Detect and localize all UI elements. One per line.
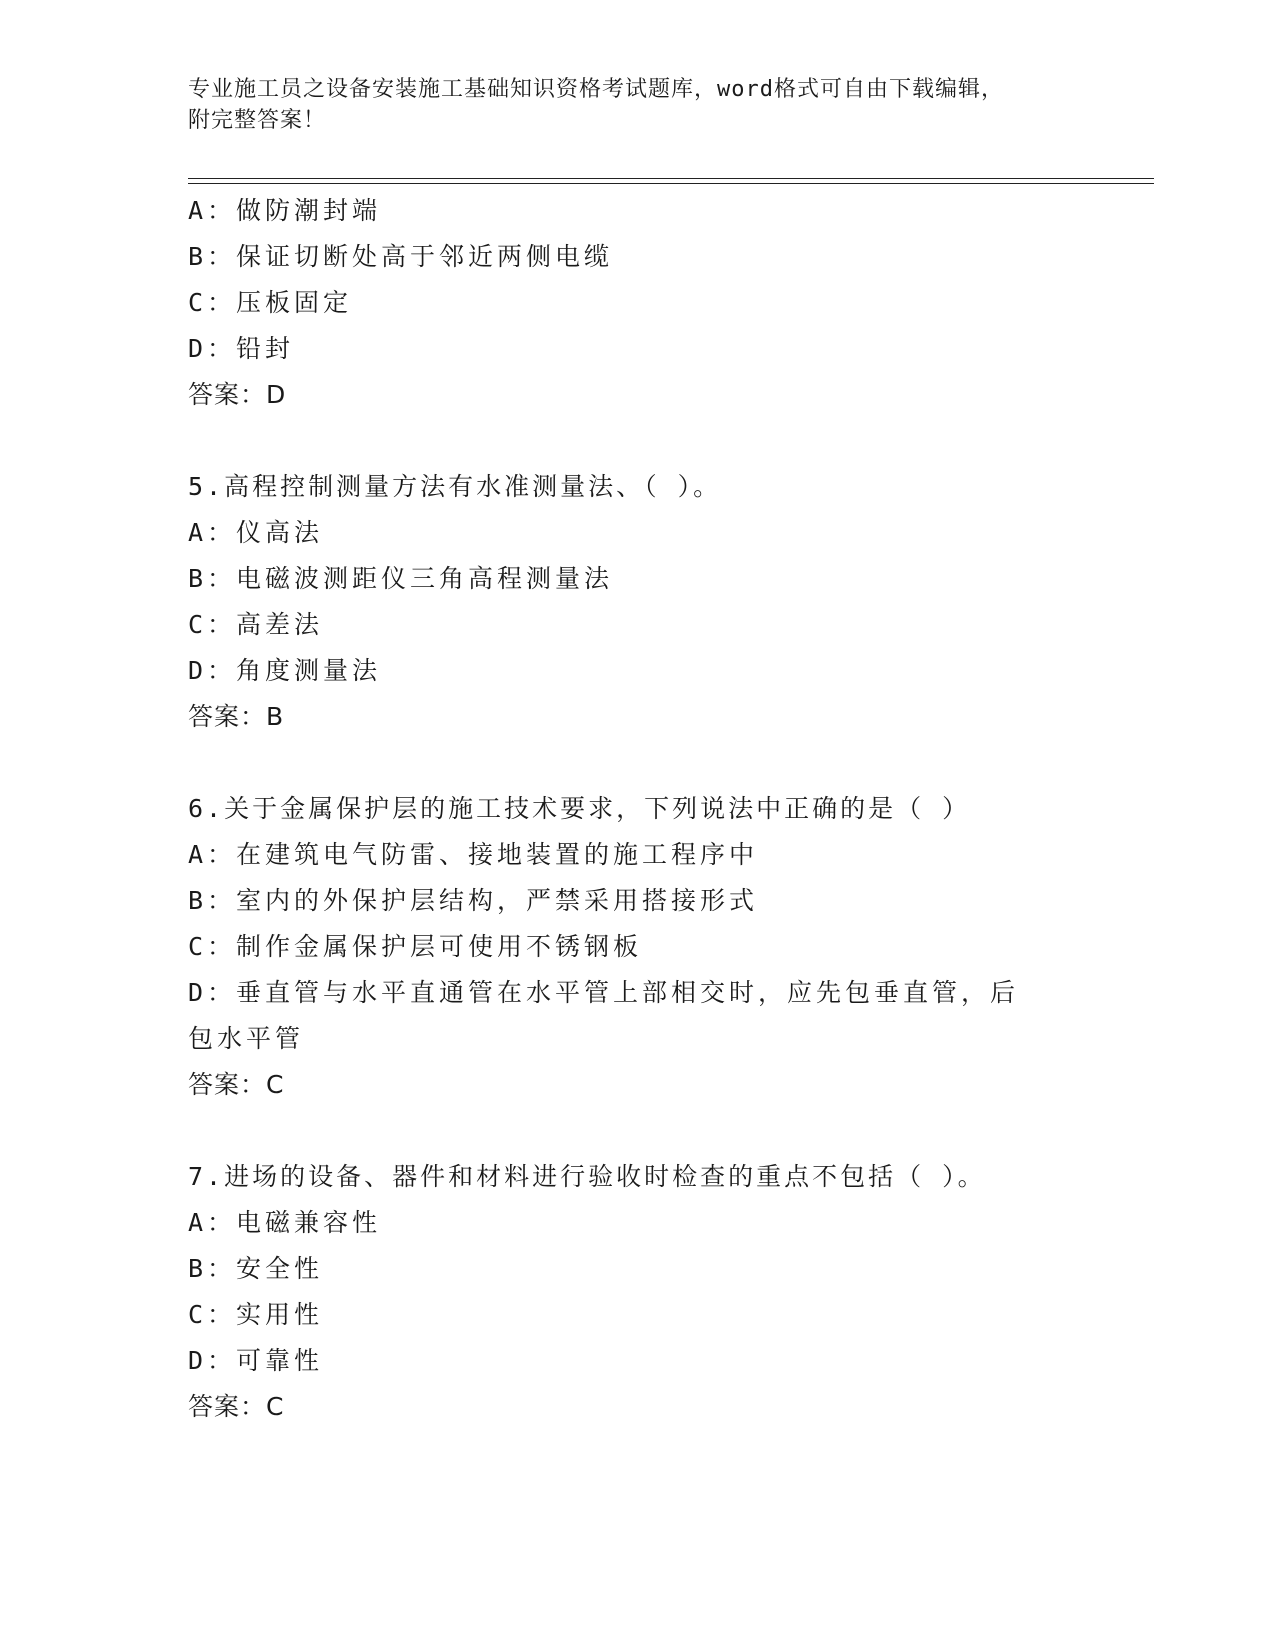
option-c: C：压板固定 [188,288,353,317]
document-header [188,74,1068,136]
option-d: D：垂直管与水平直通管在水平管上部相交时，应先包垂直管，后包水平管 [188,978,1020,1053]
question-block-7 [188,1154,1088,1430]
option-c: C：实用性 [188,1300,324,1329]
answer: 答案：B [188,702,285,731]
question-title: 7.进场的设备、器件和材料进行验收时检查的重点不包括（ ）。 [188,1162,986,1191]
option-a: A：做防潮封端 [188,196,382,225]
option-a: A：仪高法 [188,518,324,547]
header-line-2: 附完整答案！ [188,108,327,133]
option-d: D：铅封 [188,334,295,363]
option-d: D：角度测量法 [188,656,382,685]
answer: 答案：C [188,1070,285,1099]
question-block-4 [188,188,1088,418]
option-b: B：电磁波测距仪三角高程测量法 [188,564,614,593]
question-title: 6.关于金属保护层的施工技术要求，下列说法中正确的是（ ） [188,794,971,823]
option-b: B：室内的外保护层结构，严禁采用搭接形式 [188,886,759,915]
question-block-6 [188,786,1088,1108]
option-a: A：电磁兼容性 [188,1208,382,1237]
option-c: C：制作金属保护层可使用不锈钢板 [188,932,643,961]
option-b: B：安全性 [188,1254,324,1283]
option-b: B：保证切断处高于邻近两侧电缆 [188,242,614,271]
header-line-1: 专业施工员之设备安装施工基础知识资格考试题库，word格式可自由下载编辑， [188,77,1004,102]
answer: 答案：C [188,1392,285,1421]
question-block-5 [188,464,1088,740]
option-d: D：可靠性 [188,1346,324,1375]
option-c: C：高差法 [188,610,324,639]
question-title: 5.高程控制测量方法有水准测量法、（ ）。 [188,472,722,501]
answer: 答案：D [188,380,287,409]
option-a: A：在建筑电气防雷、接地装置的施工程序中 [188,840,759,869]
question-list [188,188,1088,1430]
header-divider-bottom [188,183,1154,184]
header-divider-top [188,178,1154,179]
